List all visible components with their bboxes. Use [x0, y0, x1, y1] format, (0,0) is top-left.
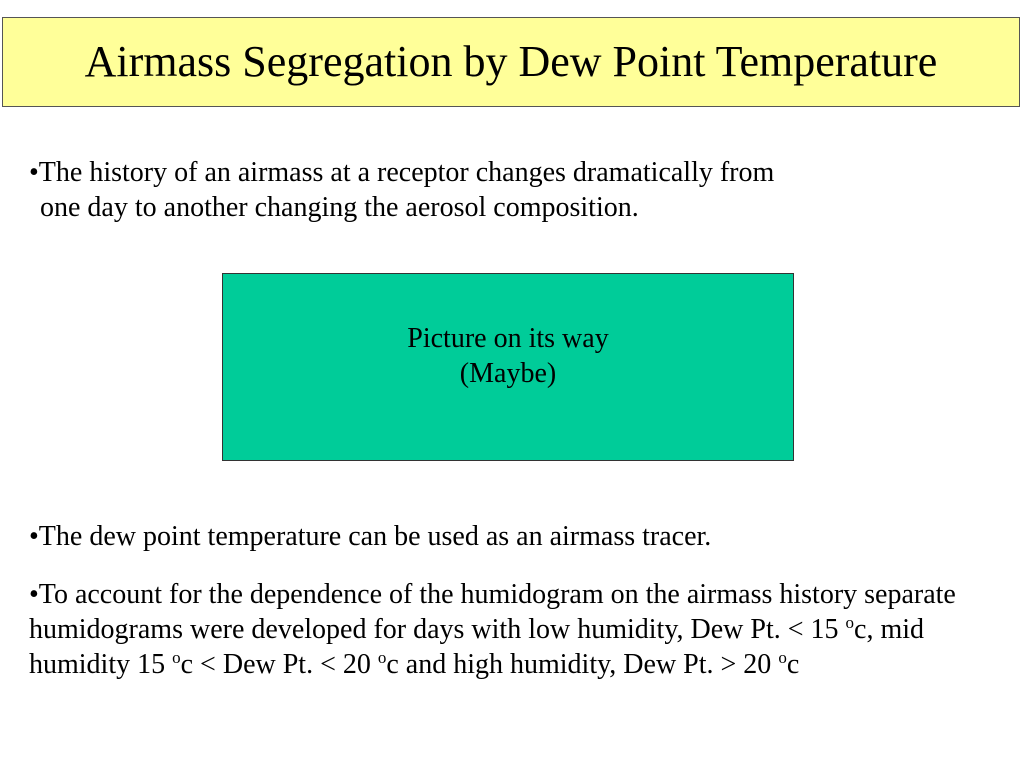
humidogram-text-4: c and high humidity, Dew Pt. > 20 — [386, 649, 779, 680]
slide-title: Airmass Segregation by Dew Point Temperature — [84, 37, 938, 86]
humidogram-text-1: •To account for the dependence of the humidogram on the airmass history separate humidograms were developed for days with low humidity, Dew Pt. < 15 — [29, 579, 956, 645]
degree-sup-4: o — [778, 648, 787, 667]
placeholder-line2: (Maybe) — [459, 358, 557, 389]
humidogram-text-3: c < Dew Pt. < 20 — [180, 649, 378, 680]
bullet-airmass-history — [29, 155, 979, 225]
degree-sup-3: o — [377, 648, 387, 667]
title-banner — [2, 17, 1020, 107]
bullet-humidogram — [29, 577, 989, 682]
degree-sup-2: o — [172, 648, 181, 667]
placeholder-line1: Picture on its way — [407, 323, 609, 354]
bullet-airmass-history-line1: •The history of an airmass at a receptor changes dramatically from — [29, 157, 775, 188]
bullet-dew-point-tracer — [29, 519, 989, 554]
humidogram-text-5: c — [786, 649, 800, 680]
humidogram-text-2: c, mid humidity 15 — [29, 614, 925, 680]
bullet-airmass-history-line2: one day to another changing the aerosol composition. — [40, 192, 639, 223]
bullet-dew-point-tracer-text: •The dew point temperature can be used as an airmass tracer. — [29, 521, 712, 552]
degree-sup-1: o — [845, 613, 855, 632]
picture-placeholder — [222, 273, 794, 461]
